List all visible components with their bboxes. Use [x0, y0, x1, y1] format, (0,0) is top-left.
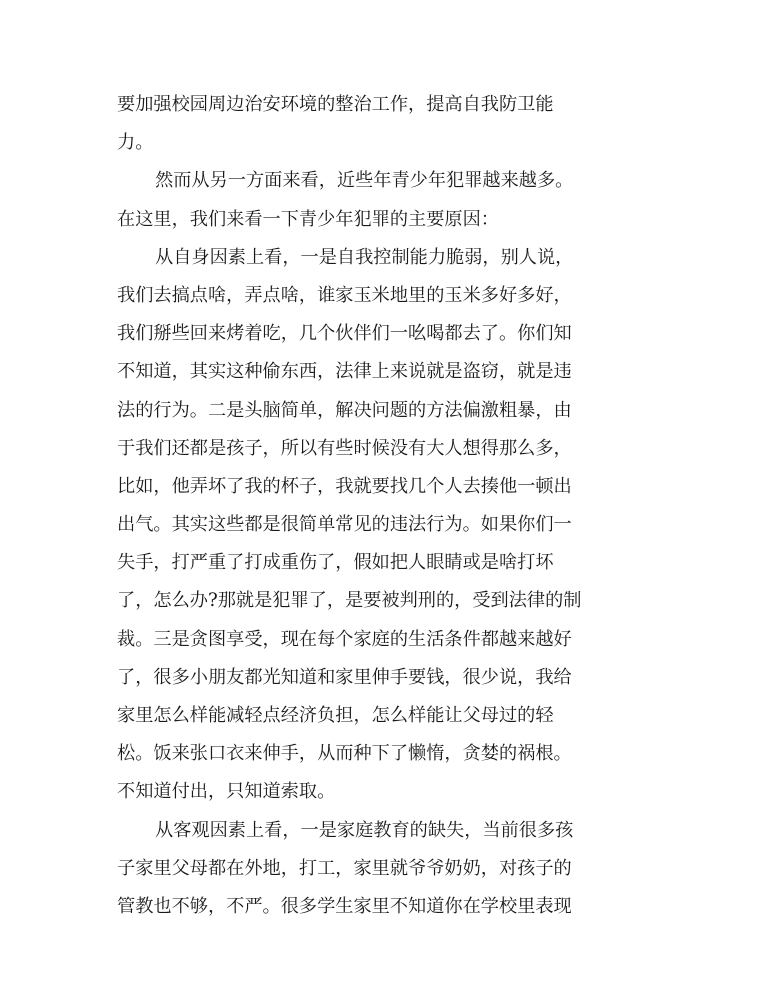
text-line: 了，怎么办?那就是犯罪了，是要被判刑的，受到法律的制 — [117, 590, 582, 612]
document-body — [117, 86, 653, 926]
text-line: 不知道付出，只知道索取。 — [117, 781, 336, 803]
text-line: 裁。三是贪图享受，现在每个家庭的生活条件都越来越好 — [117, 628, 572, 650]
text-line: 管教也不够，不严。很多学生家里不知道你在学校里表现 — [117, 895, 572, 917]
text-line: 失手，打严重了打成重伤了，假如把人眼睛或是啥打坏 — [117, 552, 554, 574]
text-line: 不知道，其实这种偷东西，法律上来说就是盗窃，就是违 — [117, 361, 572, 383]
text-line: 出气。其实这些都是很简单常见的违法行为。如果你们一 — [117, 514, 572, 536]
text-line: 法的行为。二是头脑简单，解决问题的方法偏激粗暴，由 — [117, 399, 572, 421]
text-line: 家里怎么样能减轻点经济负担，怎么样能让父母过的轻 — [117, 705, 554, 726]
text-line: 要加强校园周边治安环境的整治工作，提高自我防卫能 — [117, 94, 554, 115]
text-line: 我们去搞点啥，弄点啥，谁家玉米地里的玉米多好多好， — [117, 284, 572, 306]
text-line: 我们掰些回来烤着吃，几个伙伴们一吆喝都去了。你们知 — [117, 323, 572, 345]
text-line: 子家里父母都在外地，打工，家里就爷爷奶奶，对孩子的 — [117, 857, 572, 879]
text-line: 于我们还都是孩子，所以有些时候没有大人想得那么多， — [117, 437, 572, 459]
paragraph-start-line: 从客观因素上看，一是家庭教育的缺失，当前很多孩 — [155, 819, 574, 841]
text-line: 在这里，我们来看一下青少年犯罪的主要原因： — [117, 208, 499, 230]
text-line: 力。 — [117, 132, 154, 154]
paragraph-start-line: 然而从另一方面来看，近些年青少年犯罪越来越多。 — [155, 170, 574, 192]
text-line: 松。饭来张口衣来伸手，从而种下了懒惰，贪婪的祸根。 — [117, 743, 572, 765]
text-line: 了，很多小朋友都光知道和家里伸手要钱，很少说，我给 — [117, 666, 572, 688]
paragraph-start-line: 从自身因素上看，一是自我控制能力脆弱，别人说， — [155, 246, 574, 268]
text-line: 比如，他弄坏了我的杯子，我就要找几个人去揍他一顿出 — [117, 475, 572, 497]
